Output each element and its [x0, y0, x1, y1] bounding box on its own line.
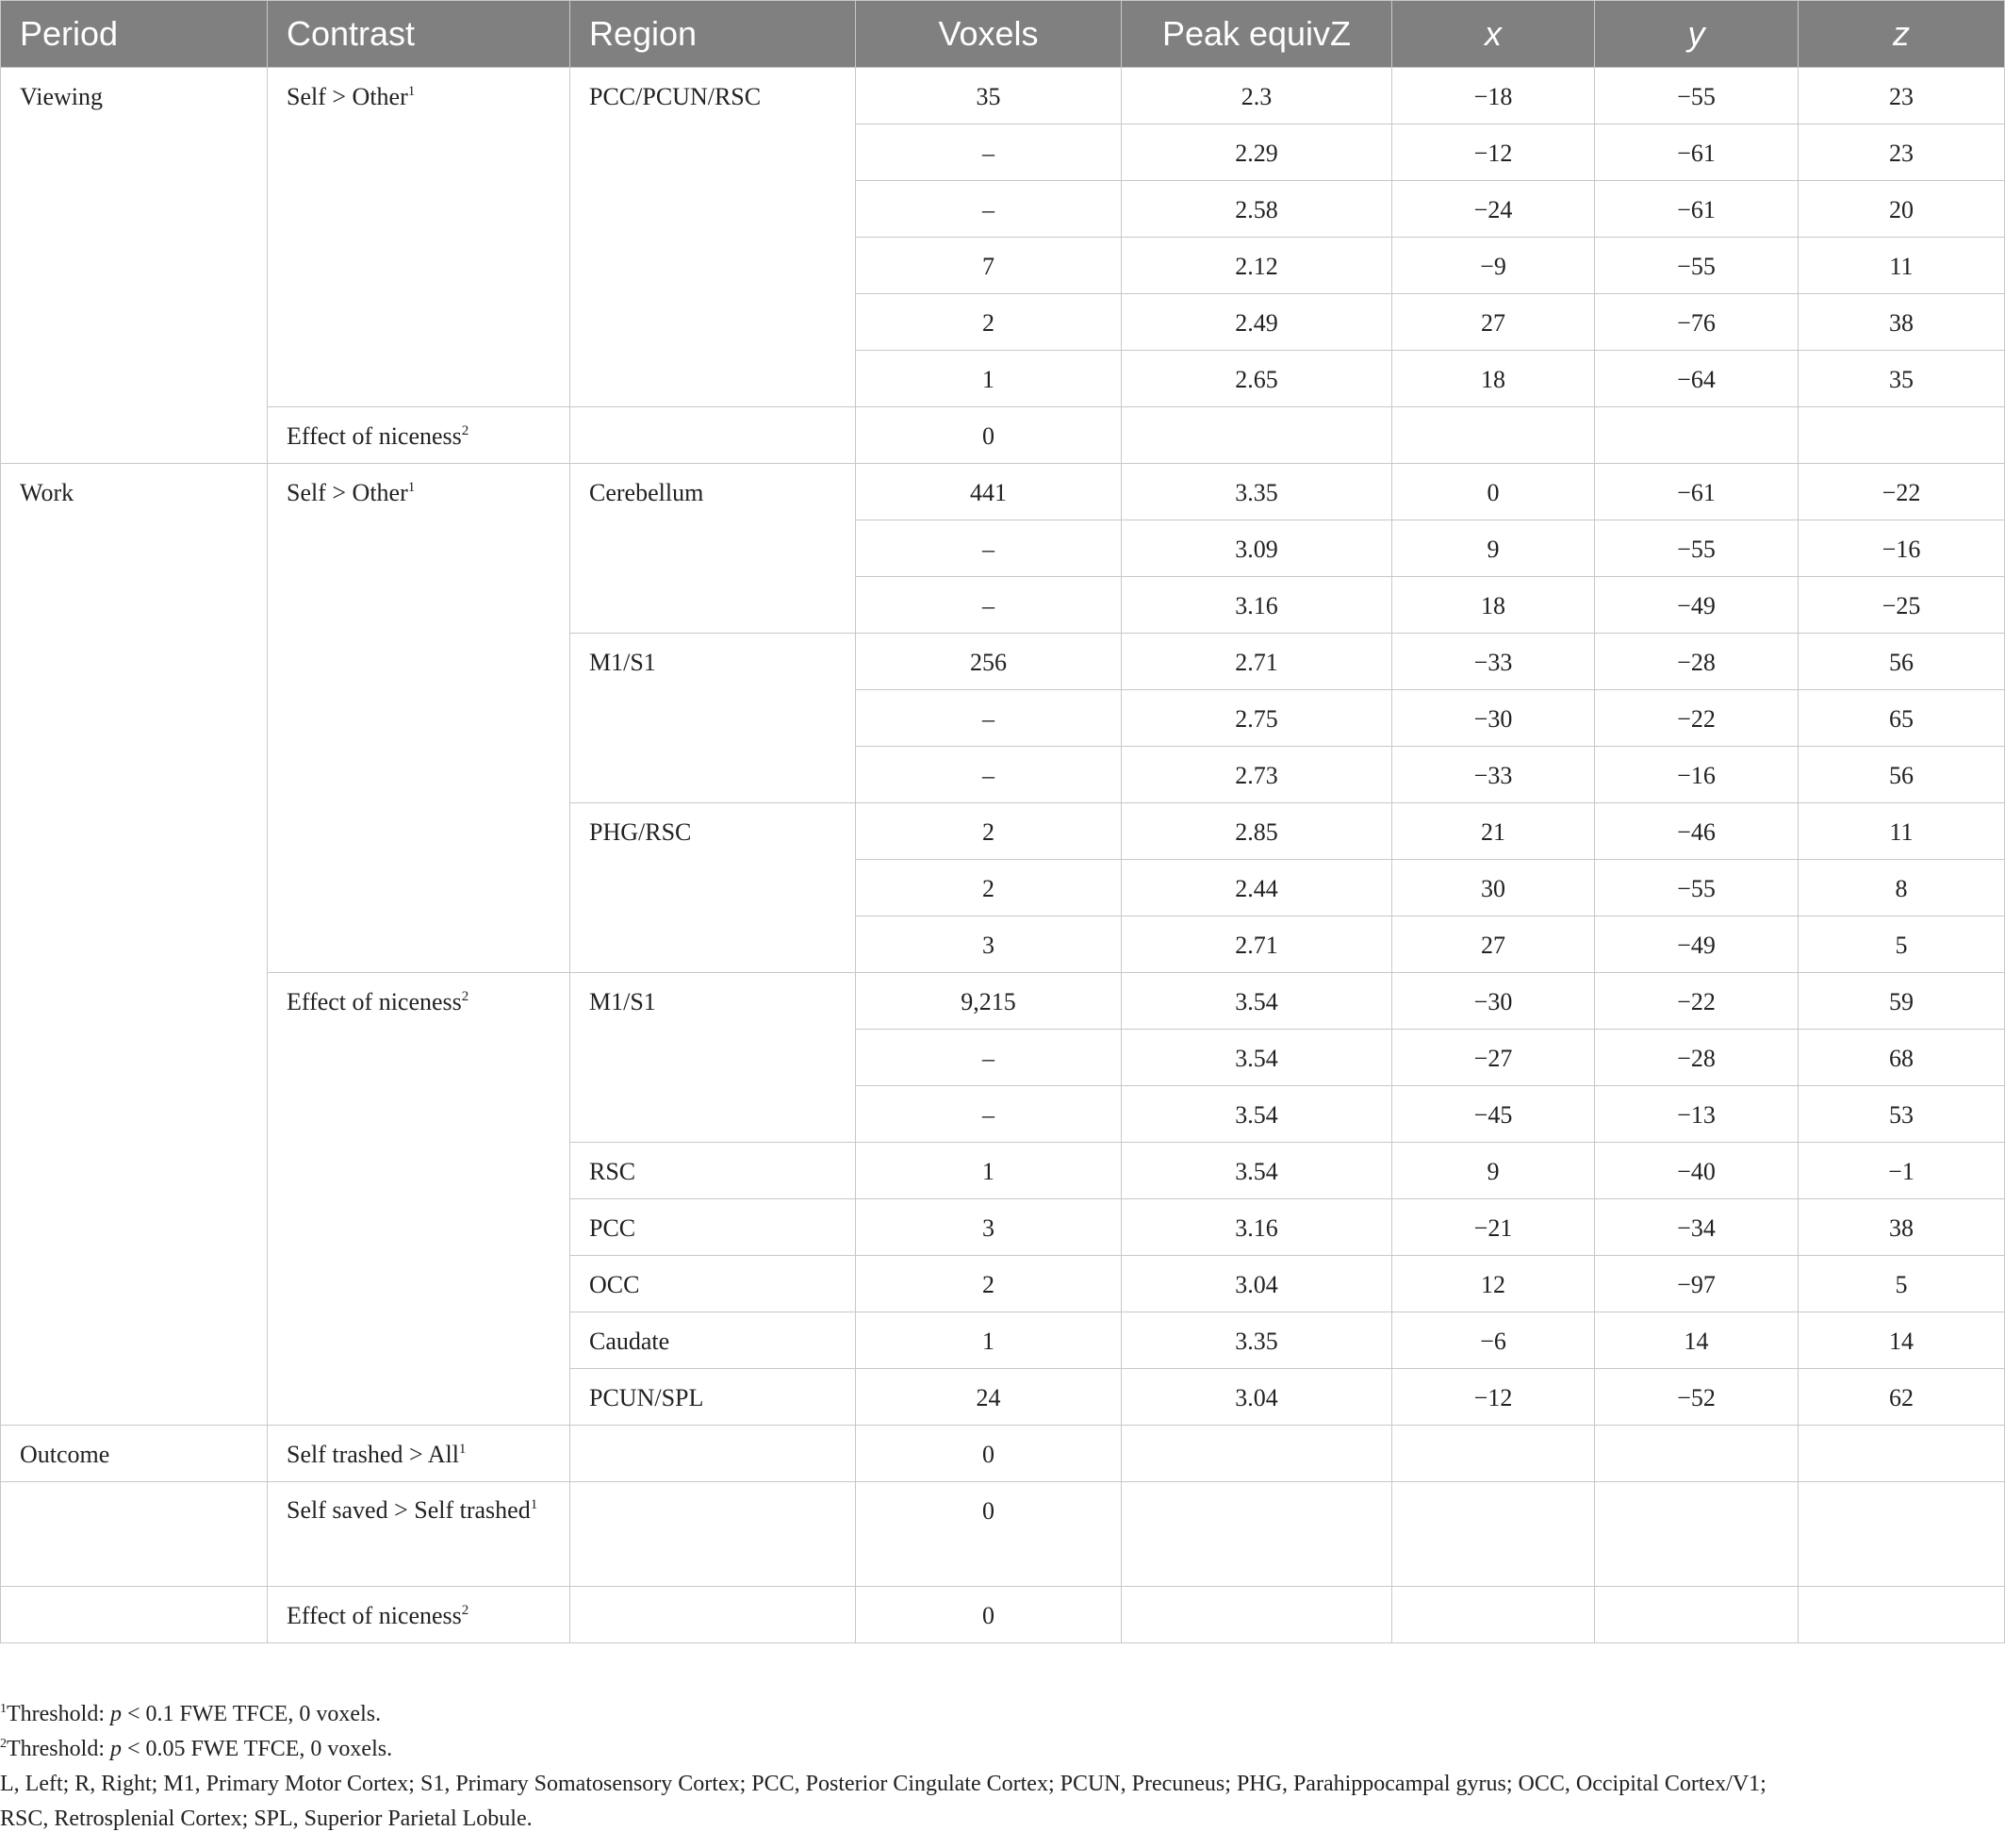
peak-cell: 2.71: [1122, 916, 1392, 973]
x-cell: −33: [1392, 747, 1595, 803]
y-cell: −55: [1595, 520, 1799, 577]
y-cell: −61: [1595, 124, 1799, 181]
voxels-cell: 7: [856, 238, 1122, 294]
contrast-cell: Self saved > Self trashed$^1$: [268, 1482, 570, 1587]
y-cell: −22: [1595, 973, 1799, 1030]
z-cell: −25: [1799, 577, 2005, 634]
footnote-2: $^2$Threshold: p < 0.05 FWE TFCE, 0 voxels.: [0, 1737, 393, 1761]
z-cell: 8: [1799, 860, 2005, 916]
voxels-cell: 1: [856, 1312, 1122, 1369]
x-cell: 27: [1392, 294, 1595, 351]
region-cell: [570, 1482, 856, 1587]
voxels-cell: 2: [856, 294, 1122, 351]
x-cell: 30: [1392, 860, 1595, 916]
peak-cell: 3.35: [1122, 1312, 1392, 1369]
region-cell: PCC: [570, 1199, 856, 1256]
x-cell: 9: [1392, 1143, 1595, 1199]
y-cell: −34: [1595, 1199, 1799, 1256]
x-cell: [1392, 1426, 1595, 1482]
y-cell: −64: [1595, 351, 1799, 407]
peak-cell: 2.75: [1122, 690, 1392, 747]
region-cell: PHG/RSC: [570, 803, 856, 973]
z-cell: 5: [1799, 916, 2005, 973]
z-cell: [1799, 1426, 2005, 1482]
footnote-1: $^1$Threshold: p < 0.1 FWE TFCE, 0 voxels.: [0, 1702, 382, 1726]
z-cell: 53: [1799, 1086, 2005, 1143]
voxels-cell: –: [856, 124, 1122, 181]
contrast-cell: Self > Other$^1$: [268, 68, 570, 407]
x-cell: 18: [1392, 577, 1595, 634]
voxels-cell: 3: [856, 1199, 1122, 1256]
z-cell: 65: [1799, 690, 2005, 747]
voxels-cell: –: [856, 520, 1122, 577]
x-cell: −18: [1392, 68, 1595, 124]
y-cell: −55: [1595, 68, 1799, 124]
y-cell: [1595, 1482, 1799, 1587]
x-cell: [1392, 407, 1595, 464]
voxels-cell: –: [856, 577, 1122, 634]
peak-cell: [1122, 1426, 1392, 1482]
x-cell: −24: [1392, 181, 1595, 238]
header-x: x: [1392, 1, 1595, 68]
x-cell: 9: [1392, 520, 1595, 577]
peak-cell: 3.54: [1122, 973, 1392, 1030]
y-cell: −61: [1595, 464, 1799, 520]
peak-cell: 3.09: [1122, 520, 1392, 577]
peak-cell: 3.54: [1122, 1086, 1392, 1143]
table-row: [1, 973, 2005, 1030]
z-cell: −1: [1799, 1143, 2005, 1199]
abbreviations-line-2: RSC, Retrosplenial Cortex; SPL, Superior Parietal Lobule.: [0, 1807, 533, 1831]
peak-cell: [1122, 1482, 1392, 1587]
y-cell: −13: [1595, 1086, 1799, 1143]
x-cell: −45: [1392, 1086, 1595, 1143]
region-cell: [570, 407, 856, 464]
peak-cell: 2.12: [1122, 238, 1392, 294]
y-cell: −61: [1595, 181, 1799, 238]
table-row: [1, 1426, 2005, 1482]
period-cell: [1, 1587, 268, 1643]
table-row: [1, 407, 2005, 464]
y-cell: −46: [1595, 803, 1799, 860]
y-cell: −40: [1595, 1143, 1799, 1199]
x-cell: −9: [1392, 238, 1595, 294]
y-cell: −76: [1595, 294, 1799, 351]
header-contrast: Contrast: [268, 1, 570, 68]
x-cell: −12: [1392, 1369, 1595, 1426]
region-cell: RSC: [570, 1143, 856, 1199]
header-voxels: Voxels: [856, 1, 1122, 68]
table-row: [1, 1587, 2005, 1643]
peak-cell: 2.44: [1122, 860, 1392, 916]
header-z: z: [1799, 1, 2005, 68]
voxels-cell: 9,215: [856, 973, 1122, 1030]
y-cell: −16: [1595, 747, 1799, 803]
y-cell: −49: [1595, 916, 1799, 973]
y-cell: [1595, 407, 1799, 464]
voxels-cell: 2: [856, 860, 1122, 916]
x-cell: [1392, 1587, 1595, 1643]
region-cell: PCC/PCUN/RSC: [570, 68, 856, 407]
contrast-cell: Effect of niceness$^2$: [268, 407, 570, 464]
x-cell: −12: [1392, 124, 1595, 181]
period-cell: Viewing: [1, 68, 268, 464]
y-cell: −97: [1595, 1256, 1799, 1312]
z-cell: 14: [1799, 1312, 2005, 1369]
z-cell: [1799, 407, 2005, 464]
voxels-cell: –: [856, 747, 1122, 803]
region-cell: OCC: [570, 1256, 856, 1312]
header-period: Period: [1, 1, 268, 68]
table-footnotes: [0, 1697, 2005, 1837]
contrast-cell: Self trashed > All$^1$: [268, 1426, 570, 1482]
y-cell: 14: [1595, 1312, 1799, 1369]
z-cell: 35: [1799, 351, 2005, 407]
voxels-cell: 0: [856, 1426, 1122, 1482]
peak-cell: 3.35: [1122, 464, 1392, 520]
z-cell: 59: [1799, 973, 2005, 1030]
y-cell: −22: [1595, 690, 1799, 747]
voxels-cell: –: [856, 181, 1122, 238]
voxels-cell: –: [856, 1030, 1122, 1086]
peak-cell: 3.16: [1122, 1199, 1392, 1256]
peak-cell: 2.85: [1122, 803, 1392, 860]
x-cell: 21: [1392, 803, 1595, 860]
region-cell: Cerebellum: [570, 464, 856, 634]
region-cell: M1/S1: [570, 634, 856, 803]
x-cell: −30: [1392, 973, 1595, 1030]
peak-cell: [1122, 1587, 1392, 1643]
period-cell: Outcome: [1, 1426, 268, 1482]
x-cell: 18: [1392, 351, 1595, 407]
z-cell: 23: [1799, 124, 2005, 181]
z-cell: 38: [1799, 1199, 2005, 1256]
peak-cell: 2.65: [1122, 351, 1392, 407]
table-row: [1, 1482, 2005, 1587]
period-cell: Work: [1, 464, 268, 1426]
x-cell: −21: [1392, 1199, 1595, 1256]
y-cell: −55: [1595, 860, 1799, 916]
region-cell: PCUN/SPL: [570, 1369, 856, 1426]
region-cell: [570, 1587, 856, 1643]
peak-cell: [1122, 407, 1392, 464]
z-cell: [1799, 1482, 2005, 1587]
z-cell: −22: [1799, 464, 2005, 520]
y-cell: −28: [1595, 634, 1799, 690]
header-peak-equivz: Peak equivZ: [1122, 1, 1392, 68]
voxels-cell: 24: [856, 1369, 1122, 1426]
x-cell: 27: [1392, 916, 1595, 973]
contrast-cell: Self > Other$^1$: [268, 464, 570, 973]
x-cell: −27: [1392, 1030, 1595, 1086]
period-cell: [1, 1482, 268, 1587]
voxels-cell: –: [856, 690, 1122, 747]
voxels-cell: 35: [856, 68, 1122, 124]
voxels-cell: 0: [856, 407, 1122, 464]
peak-cell: 2.3: [1122, 68, 1392, 124]
z-cell: 68: [1799, 1030, 2005, 1086]
z-cell: [1799, 1587, 2005, 1643]
region-cell: [570, 1426, 856, 1482]
peak-cell: 2.58: [1122, 181, 1392, 238]
z-cell: 11: [1799, 238, 2005, 294]
x-cell: −33: [1392, 634, 1595, 690]
header-region: Region: [570, 1, 856, 68]
voxels-cell: 1: [856, 351, 1122, 407]
peak-cell: 3.54: [1122, 1143, 1392, 1199]
voxels-cell: 256: [856, 634, 1122, 690]
peak-cell: 3.04: [1122, 1369, 1392, 1426]
voxels-cell: –: [856, 1086, 1122, 1143]
z-cell: 11: [1799, 803, 2005, 860]
voxels-cell: 2: [856, 803, 1122, 860]
x-cell: −30: [1392, 690, 1595, 747]
y-cell: −49: [1595, 577, 1799, 634]
table-row: [1, 68, 2005, 124]
y-cell: −52: [1595, 1369, 1799, 1426]
voxels-cell: 3: [856, 916, 1122, 973]
voxels-cell: 0: [856, 1482, 1122, 1587]
z-cell: 23: [1799, 68, 2005, 124]
y-cell: [1595, 1587, 1799, 1643]
z-cell: 5: [1799, 1256, 2005, 1312]
y-cell: [1595, 1426, 1799, 1482]
contrast-cell: Effect of niceness$^2$: [268, 973, 570, 1426]
peak-cell: 2.71: [1122, 634, 1392, 690]
peak-cell: 2.49: [1122, 294, 1392, 351]
voxels-cell: 0: [856, 1587, 1122, 1643]
z-cell: 38: [1799, 294, 2005, 351]
z-cell: 56: [1799, 747, 2005, 803]
voxels-cell: 441: [856, 464, 1122, 520]
contrast-cell: Effect of niceness$^2$: [268, 1587, 570, 1643]
z-cell: −16: [1799, 520, 2005, 577]
peak-cell: 3.54: [1122, 1030, 1392, 1086]
z-cell: 20: [1799, 181, 2005, 238]
region-cell: M1/S1: [570, 973, 856, 1143]
peak-cell: 3.16: [1122, 577, 1392, 634]
peak-cell: 2.29: [1122, 124, 1392, 181]
z-cell: 56: [1799, 634, 2005, 690]
voxels-cell: 1: [856, 1143, 1122, 1199]
peak-cell: 2.73: [1122, 747, 1392, 803]
x-cell: 12: [1392, 1256, 1595, 1312]
x-cell: −6: [1392, 1312, 1595, 1369]
x-cell: 0: [1392, 464, 1595, 520]
peak-cell: 3.04: [1122, 1256, 1392, 1312]
x-cell: [1392, 1482, 1595, 1587]
header-y: y: [1595, 1, 1799, 68]
y-cell: −55: [1595, 238, 1799, 294]
table-row: [1, 464, 2005, 520]
header-row: [1, 1, 2005, 68]
voxels-cell: 2: [856, 1256, 1122, 1312]
y-cell: −28: [1595, 1030, 1799, 1086]
region-cell: Caudate: [570, 1312, 856, 1369]
abbreviations-line-1: L, Left; R, Right; M1, Primary Motor Cortex; S1, Primary Somatosensory Cortex; PCC, Posterior Cingulate Cortex; PCUN, Precuneus; PHG, Parahippocampal gyrus; OCC, Occipital Cortex/V1;: [0, 1772, 1767, 1796]
z-cell: 62: [1799, 1369, 2005, 1426]
